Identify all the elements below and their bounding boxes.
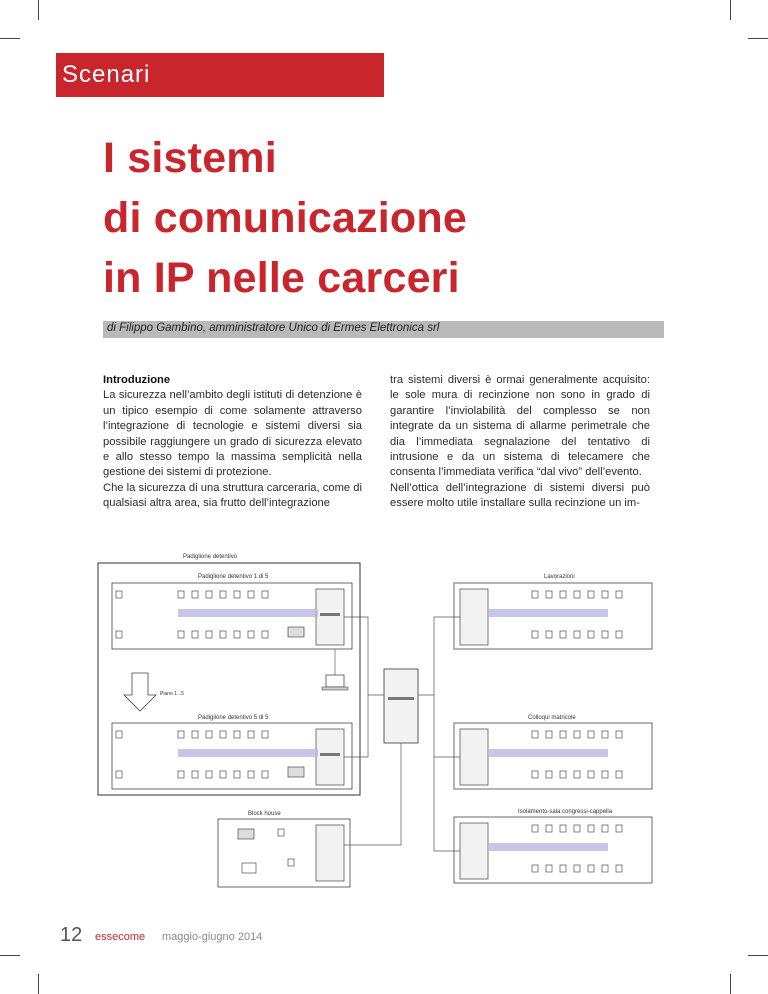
issue-date: maggio-giugno 2014	[162, 931, 263, 943]
title-line: di comunicazione	[103, 194, 467, 242]
byline-bar	[103, 321, 664, 338]
paragraph: La sicurezza nell’ambito degli istituti di detenzione è un tipico esempio di come solamente attraverso l’integrazione di tecnologie e sistemi diversi sia possibile raggiungere un grado di sicurezza elevato e allo stesso tempo la massima semplicità nella gestione dei sistemi di protezione.	[103, 389, 362, 479]
crop-mark	[38, 0, 39, 20]
crop-mark	[748, 955, 768, 956]
section-banner	[56, 53, 384, 97]
diagram-block-top-label: Padiglione detentivo 1 di 5	[198, 574, 269, 580]
diagram-floors-label: Piano 1...5	[160, 691, 184, 697]
paragraph: tra sistemi diversi è ormai generalmente acquisito: le sole mura di recinzione non sono in grado di garantire l’inviolabilità del complesso se non integrate da un sistema di allarme perimetrale che dia l’immediata segnalazione del tentativo di intrusione e da un sistema di telecamere che consenta l’immediata verifica “dal vivo” dell’evento.	[390, 374, 650, 479]
crop-mark	[730, 974, 731, 994]
byline: di Filippo Gambino, amministratore Unico di Ermes Elettronica srl	[107, 322, 440, 334]
article-title	[103, 128, 467, 308]
diagram-block-bottom-label: Padiglione detentivo 5 di 5	[198, 715, 269, 721]
diagram-outer-label: Padiglione detentivo	[183, 554, 238, 560]
diagram-block-house-label: Block house	[248, 811, 281, 817]
crop-mark	[730, 0, 731, 20]
crop-mark	[0, 38, 20, 39]
diagram-right-block-label: Colloqui matricole	[528, 715, 576, 721]
crop-mark	[0, 955, 20, 956]
diagram-right-block-label: Isolamento-sala congressi-cappella	[518, 809, 613, 815]
paragraph: Nell’ottica dell’integrazione di sistemi diversi può essere molto utile installare sulla recinzione un im-	[390, 481, 650, 510]
crop-mark	[748, 38, 768, 39]
diagram-right-block-label: Lavorazioni	[544, 574, 575, 580]
crop-mark	[38, 974, 39, 994]
section-label: Scenari	[62, 61, 151, 88]
right-column	[390, 373, 650, 512]
paragraph: Che la sicurezza di una struttura carceraria, come di qualsiasi altra area, sia frutto dell’integrazione	[103, 481, 362, 510]
network-diagram	[88, 545, 668, 908]
magazine-name: essecome	[95, 931, 146, 943]
left-column	[103, 373, 362, 512]
title-line: in IP nelle carceri	[103, 254, 460, 302]
section-heading: Introduzione	[103, 374, 171, 386]
title-line: I sistemi	[103, 134, 277, 182]
page-number: 12	[60, 924, 83, 946]
